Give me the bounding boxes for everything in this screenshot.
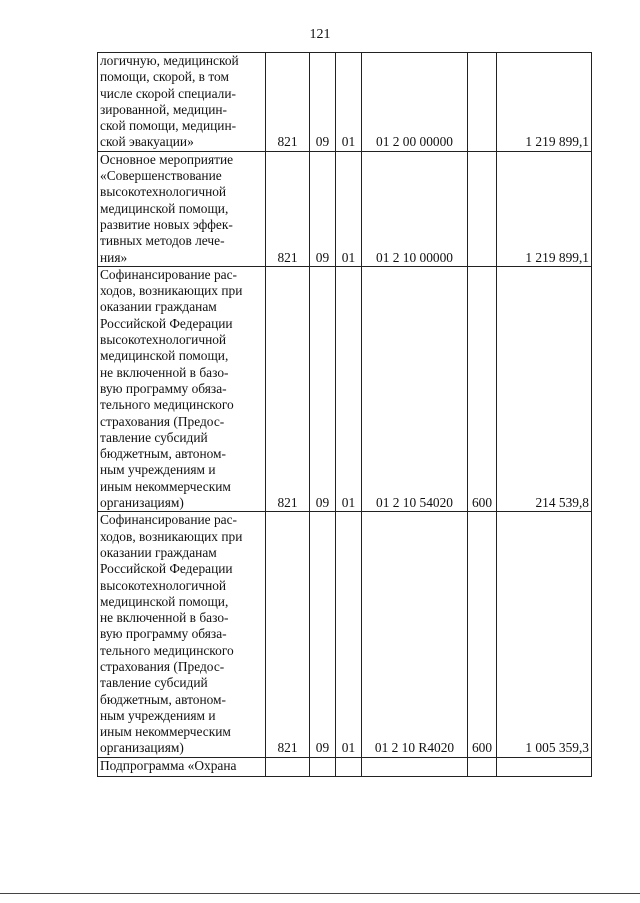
item-name-line: не включенной в базо- [100, 364, 229, 380]
subsection-code-cell: 01 [336, 266, 362, 511]
section-code-cell: 09 [310, 512, 336, 757]
ministry-code-cell: 821 [266, 266, 310, 511]
item-name-line: иным некоммерческим [100, 724, 231, 740]
item-name-line: организациям) [100, 495, 184, 511]
item-name-line: ния» [100, 249, 128, 265]
subsection-code-cell: 01 [336, 151, 362, 266]
expense-type-cell [468, 151, 497, 266]
item-name-line: бюджетным, автоном- [100, 446, 226, 462]
item-name-line: Софинансирование рас- [100, 266, 237, 282]
table-row [98, 757, 592, 776]
section-code-cell: 09 [310, 151, 336, 266]
budget-table [97, 52, 592, 777]
item-name-line: тельного медицинского [100, 642, 234, 658]
item-name-line: медицинской помощи, [100, 200, 229, 216]
target-article-cell: 01 2 10 R4020 [362, 512, 468, 757]
subsection-code-cell: 01 [336, 53, 362, 152]
amount-cell: 1 005 359,3 [497, 512, 592, 757]
item-name-line: логичную, медицинской [100, 53, 239, 68]
item-name-line: «Совершенствование [100, 168, 222, 184]
table-row [98, 266, 592, 511]
expense-type-cell: 600 [468, 512, 497, 757]
expense-type-cell [468, 757, 497, 776]
section-code-cell: 09 [310, 266, 336, 511]
item-name-cell [98, 151, 266, 266]
item-name-line: тавление субсидий [100, 429, 208, 445]
item-name-line: не включенной в базо- [100, 610, 229, 626]
item-name-line: высокотехнологичной [100, 577, 227, 593]
item-name-line: медицинской помощи, [100, 593, 229, 609]
item-name-line: страхования (Предос- [100, 413, 225, 429]
amount-cell: 214 539,8 [497, 266, 592, 511]
item-name-line: помощи, скорой, в том [100, 69, 229, 85]
section-code-cell: 09 [310, 53, 336, 152]
target-article-cell: 01 2 00 00000 [362, 53, 468, 152]
item-name-line: иным некоммерческим [100, 478, 231, 494]
page-bottom-rule [0, 893, 640, 894]
item-name-line: развитие новых эффек- [100, 216, 233, 232]
ministry-code-cell: 821 [266, 151, 310, 266]
table-row [98, 151, 592, 266]
table-row [98, 53, 592, 152]
amount-cell: 1 219 899,1 [497, 53, 592, 152]
item-name-cell [98, 512, 266, 757]
item-name-line: страхования (Предос- [100, 658, 225, 674]
amount-cell [497, 757, 592, 776]
ministry-code-cell: 821 [266, 53, 310, 152]
subsection-code-cell [336, 757, 362, 776]
item-name-line: Российской Федерации [100, 315, 233, 331]
item-name-line: тавление субсидий [100, 675, 208, 691]
item-name-line: бюджетным, автоном- [100, 691, 226, 707]
item-name-line: тельного медицинского [100, 397, 234, 413]
item-name-line: вую программу обяза- [100, 380, 227, 396]
ministry-code-cell [266, 757, 310, 776]
section-code-cell [310, 757, 336, 776]
target-article-cell: 01 2 10 00000 [362, 151, 468, 266]
item-name-cell [98, 53, 266, 152]
item-name-line: медицинской помощи, [100, 348, 229, 364]
item-name-line: зированной, медицин- [100, 101, 228, 117]
item-name-line: ходов, возникающих при [100, 283, 243, 299]
item-name-line: ным учреждениям и [100, 462, 216, 478]
item-name-cell [98, 757, 266, 776]
item-name-line: организациям) [100, 740, 184, 756]
item-name-line: Софинансирование рас- [100, 512, 237, 528]
item-name-line: ской помощи, медицин- [100, 118, 237, 134]
item-name-line: ской эвакуации» [100, 134, 194, 150]
expense-type-cell [468, 53, 497, 152]
expense-type-cell: 600 [468, 266, 497, 511]
subsection-code-cell: 01 [336, 512, 362, 757]
ministry-code-cell: 821 [266, 512, 310, 757]
item-name-line: тивных методов лече- [100, 233, 225, 249]
item-name-cell [98, 266, 266, 511]
item-name-line: ходов, возникающих при [100, 528, 243, 544]
item-name-line: Подпрограмма «Охрана [100, 757, 237, 773]
item-name-line: числе скорой специали- [100, 85, 236, 101]
page-number: 121 [309, 27, 331, 42]
item-name-line: вую программу обяза- [100, 626, 227, 642]
item-name-line: Основное мероприятие [100, 151, 234, 167]
target-article-cell [362, 757, 468, 776]
item-name-line: Российской Федерации [100, 561, 233, 577]
item-name-line: оказании гражданам [100, 299, 217, 315]
item-name-line: оказании гражданам [100, 544, 217, 560]
item-name-line: высокотехнологичной [100, 184, 227, 200]
table-row [98, 512, 592, 757]
item-name-line: высокотехнологичной [100, 332, 227, 348]
target-article-cell: 01 2 10 54020 [362, 266, 468, 511]
amount-cell: 1 219 899,1 [497, 151, 592, 266]
item-name-line: ным учреждениям и [100, 707, 216, 723]
